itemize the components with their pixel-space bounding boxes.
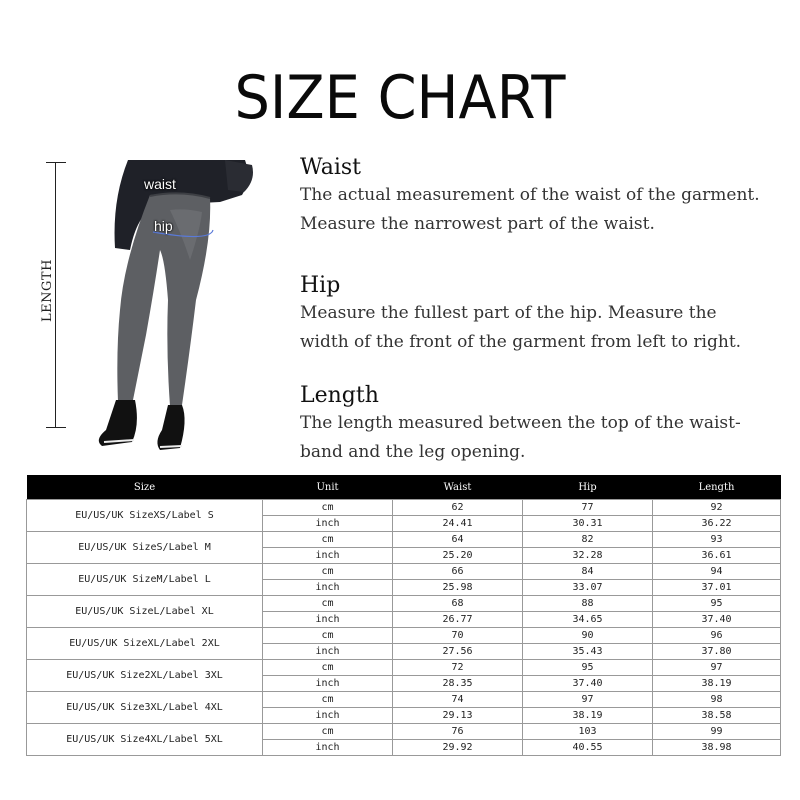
table-row: [27, 628, 781, 644]
hip-cell: 103: [523, 724, 653, 740]
size-cell: EU/US/UK SizeXS/Label S: [27, 500, 263, 532]
length-cell: 93: [653, 532, 781, 548]
unit-cell: inch: [263, 612, 393, 628]
length-cell: 38.19: [653, 676, 781, 692]
table-row: [27, 692, 781, 708]
hip-line-1: Measure the fullest part of the hip. Measure the: [300, 303, 717, 323]
waist-cell: 74: [393, 692, 523, 708]
hip-cell: 95: [523, 660, 653, 676]
waist-cell: 66: [393, 564, 523, 580]
hip-cell: 38.19: [523, 708, 653, 724]
unit-cell: inch: [263, 644, 393, 660]
unit-cell: inch: [263, 580, 393, 596]
size-cell: EU/US/UK SizeS/Label M: [27, 532, 263, 564]
header-unit: Unit: [263, 475, 393, 500]
waist-cell: 26.77: [393, 612, 523, 628]
hip-cell: 30.31: [523, 516, 653, 532]
unit-cell: cm: [263, 628, 393, 644]
length-line-1: The length measured between the top of the waist-: [300, 413, 741, 433]
waist-cell: 62: [393, 500, 523, 516]
length-description: [300, 383, 780, 467]
hip-cell: 33.07: [523, 580, 653, 596]
waist-cell: 64: [393, 532, 523, 548]
size-cell: EU/US/UK Size3XL/Label 4XL: [27, 692, 263, 724]
length-line-2: band and the leg opening.: [300, 442, 526, 462]
table-row: [27, 500, 781, 516]
table-row: [27, 596, 781, 612]
waist-cell: 29.92: [393, 740, 523, 756]
length-cell: 37.80: [653, 644, 781, 660]
size-cell: EU/US/UK SizeL/Label XL: [27, 596, 263, 628]
header-waist: Waist: [393, 475, 523, 500]
size-cell: EU/US/UK Size4XL/Label 5XL: [27, 724, 263, 756]
length-cell: 38.58: [653, 708, 781, 724]
length-cell: 38.98: [653, 740, 781, 756]
unit-cell: inch: [263, 516, 393, 532]
unit-cell: cm: [263, 564, 393, 580]
unit-cell: inch: [263, 548, 393, 564]
size-table-header: [27, 475, 781, 500]
hip-cell: 40.55: [523, 740, 653, 756]
waist-cell: 29.13: [393, 708, 523, 724]
unit-cell: cm: [263, 692, 393, 708]
hip-cell: 82: [523, 532, 653, 548]
waist-cell: 27.56: [393, 644, 523, 660]
waist-heading: Waist: [300, 155, 361, 180]
table-row: [27, 564, 781, 580]
waist-cell: 68: [393, 596, 523, 612]
hip-tag: hip: [154, 218, 173, 234]
hip-cell: 77: [523, 500, 653, 516]
header-size: Size: [27, 475, 263, 500]
unit-cell: inch: [263, 676, 393, 692]
waist-cell: 76: [393, 724, 523, 740]
hip-cell: 97: [523, 692, 653, 708]
hip-cell: 35.43: [523, 644, 653, 660]
hip-cell: 32.28: [523, 548, 653, 564]
garment-figure: [20, 150, 275, 455]
unit-cell: cm: [263, 500, 393, 516]
page-title: SIZE CHART: [234, 63, 566, 133]
header-length: Length: [653, 475, 781, 500]
waist-cell: 25.98: [393, 580, 523, 596]
length-heading: Length: [300, 383, 379, 408]
length-cell: 36.61: [653, 548, 781, 564]
unit-cell: cm: [263, 596, 393, 612]
unit-cell: cm: [263, 532, 393, 548]
unit-cell: inch: [263, 708, 393, 724]
size-table: [26, 475, 781, 756]
waist-description: [300, 155, 780, 239]
length-cell: 95: [653, 596, 781, 612]
length-cell: 92: [653, 500, 781, 516]
waist-cell: 28.35: [393, 676, 523, 692]
hip-cell: 84: [523, 564, 653, 580]
length-cell: 37.01: [653, 580, 781, 596]
length-cell: 97: [653, 660, 781, 676]
length-cell: 37.40: [653, 612, 781, 628]
size-cell: EU/US/UK SizeM/Label L: [27, 564, 263, 596]
waist-line-1: The actual measurement of the waist of the garment.: [300, 185, 760, 205]
waist-cell: 70: [393, 628, 523, 644]
length-cell: 36.22: [653, 516, 781, 532]
hip-cell: 88: [523, 596, 653, 612]
waist-cell: 24.41: [393, 516, 523, 532]
length-cell: 94: [653, 564, 781, 580]
table-row: [27, 532, 781, 548]
unit-cell: cm: [263, 660, 393, 676]
hip-cell: 37.40: [523, 676, 653, 692]
size-cell: EU/US/UK SizeXL/Label 2XL: [27, 628, 263, 660]
unit-cell: cm: [263, 724, 393, 740]
size-cell: EU/US/UK Size2XL/Label 3XL: [27, 660, 263, 692]
hip-line-2: width of the front of the garment from left to right.: [300, 332, 742, 352]
length-cell: 96: [653, 628, 781, 644]
hip-cell: 90: [523, 628, 653, 644]
unit-cell: inch: [263, 740, 393, 756]
table-row: [27, 724, 781, 740]
hip-heading: Hip: [300, 273, 341, 298]
waist-tag: waist: [144, 176, 176, 192]
waist-line-2: Measure the narrowest part of the waist.: [300, 214, 655, 234]
waist-cell: 25.20: [393, 548, 523, 564]
length-cell: 99: [653, 724, 781, 740]
waist-cell: 72: [393, 660, 523, 676]
length-cell: 98: [653, 692, 781, 708]
model-illustration: [20, 150, 275, 455]
length-label: LENGTH: [39, 259, 55, 322]
hip-cell: 34.65: [523, 612, 653, 628]
hip-description: [300, 273, 780, 357]
table-row: [27, 660, 781, 676]
header-hip: Hip: [523, 475, 653, 500]
